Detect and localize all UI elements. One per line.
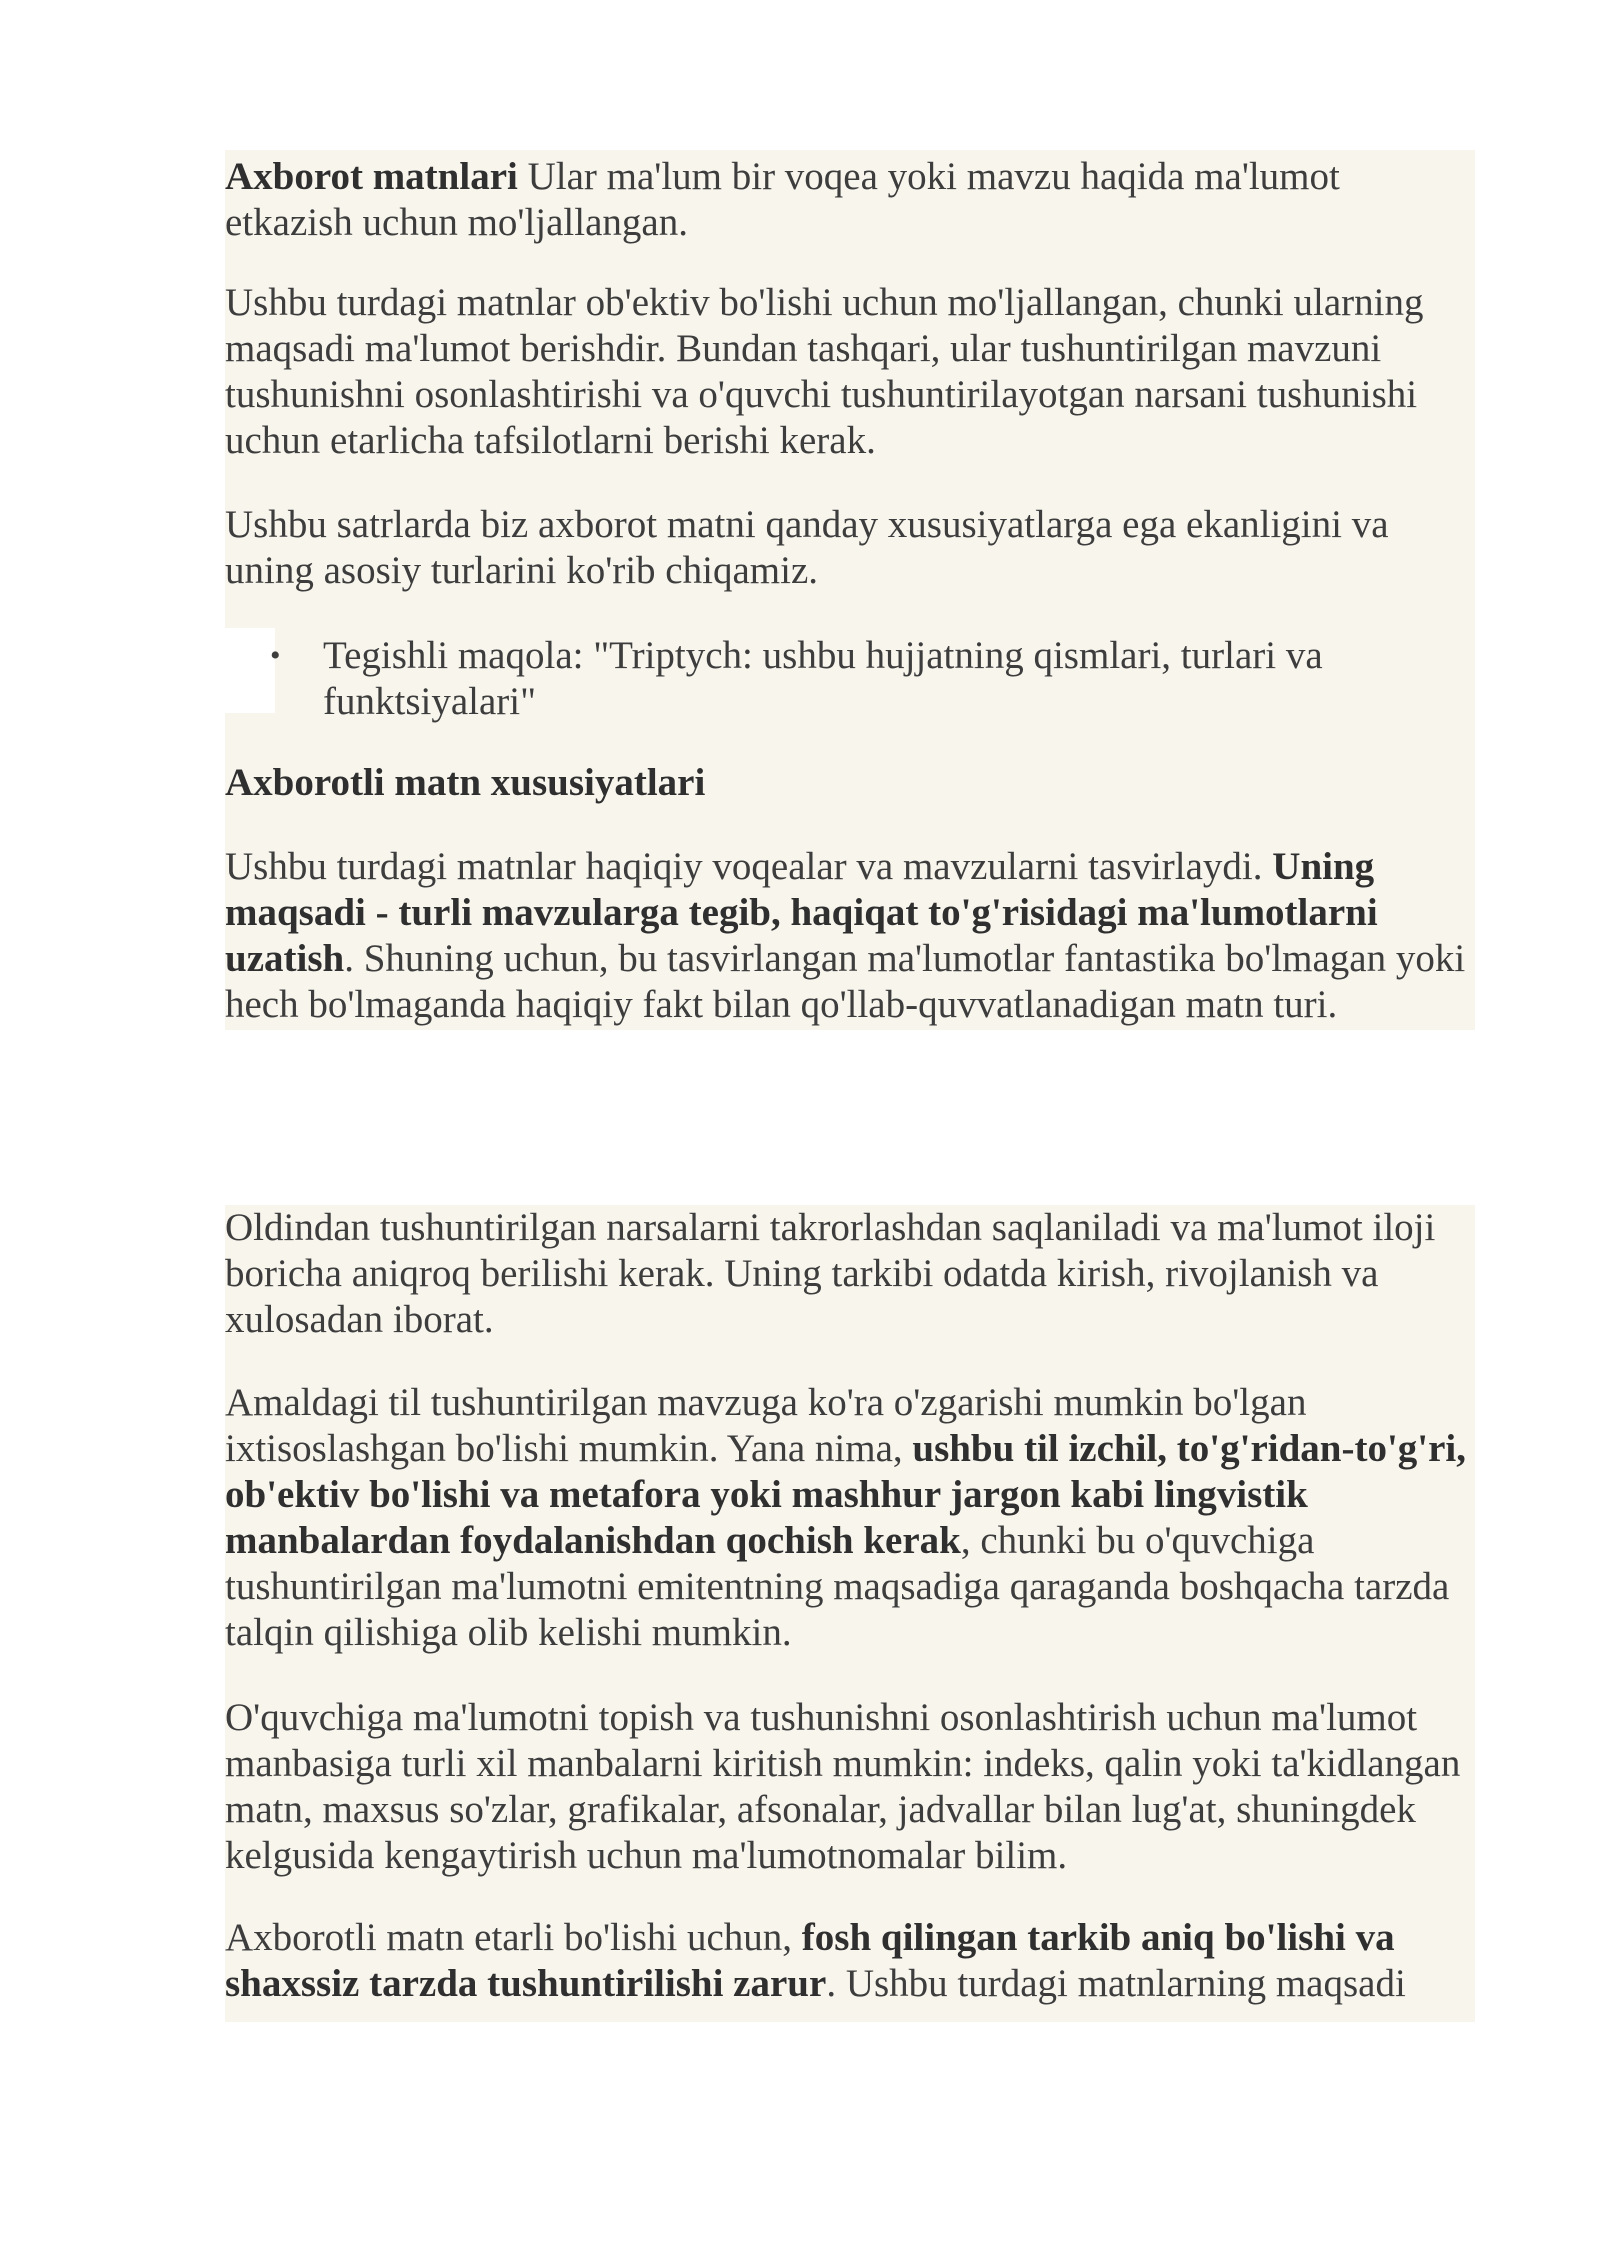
language-bold: ushbu til izchil, to'g'ridan-to'g'ri, ob'ektiv bo'lishi va metafora yoki mashhur jargon kabi lingvistik manbalardan foydalanishdan qochish kerak <box>225 1427 1467 1562</box>
paragraph-sources: O'quvchiga ma'lumotni topish va tushunishni osonlashtirish uchun ma'lumot manbasiga turli xil manbalarni kiritish mumkin: indeks, qalin yoki ta'kidlangan matn, maxsus so'zlar, grafikalar, afsonalar, jadvallar bilan lug'at, shuningdek kelgusida kengaytirish uchun ma'lumotnomalar bilim. <box>225 1696 1461 1877</box>
purpose-text-a: Ushbu turdagi matnlar haqiqiy voqealar va mavzularni tasvirlaydi. <box>225 845 1273 888</box>
bullet-icon: • <box>270 639 281 672</box>
paragraph-language <box>225 1380 1475 1656</box>
related-article-link[interactable]: Tegishli maqola: "Triptych: ushbu hujjatning qismlari, turlari va funktsiyalari" <box>323 634 1323 723</box>
paragraph-purpose <box>225 844 1475 1028</box>
paragraph-adequacy <box>225 1915 1475 2007</box>
bullet-gutter <box>225 628 275 713</box>
paragraph-structure: Oldindan tushuntirilgan narsalarni takrorlashdan saqlaniladi va ma'lumot iloji boricha aniqroq berilishi kerak. Uning tarkibi odatda kirish, rivojlanish va xulosadan iborat. <box>225 1206 1436 1341</box>
language-text-b: , chunki bu o'quvchiga tushuntirilgan ma'lumotni emitentning maqsadiga qaraganda boshqacha tarzda talqin qilishiga olib kelishi mumkin. <box>225 1519 1450 1654</box>
content-block-1 <box>225 150 1475 1030</box>
intro-text: Ular ma'lum bir voqea yoki mavzu haqida ma'lumot etkazish uchun mo'ljallangan. <box>225 155 1340 244</box>
purpose-text-b: . Shuning uchun, bu tasvirlangan ma'lumotlar fantastika bo'lmagan yoki hech bo'lmaganda haqiqiy fakt bilan qo'llab-quvvatlanadigan matn turi. <box>225 937 1466 1026</box>
section-heading: Axborotli matn xususiyatlari <box>225 761 706 804</box>
intro-bold-term: Axborot matnlari <box>225 155 518 198</box>
language-text-a: Amaldagi til tushuntirilgan mavzuga ko'ra o'zgarishi mumkin bo'lgan ixtisoslashgan bo'lishi mumkin. Yana nima, <box>225 1381 1307 1470</box>
paragraph-overview: Ushbu satrlarda biz axborot matni qanday xususiyatlarga ega ekanligini va uning asosiy turlarini ko'rib chiqamiz. <box>225 503 1389 592</box>
content-block-2 <box>225 1205 1475 2022</box>
paragraph-objective: Ushbu turdagi matnlar ob'ektiv bo'lishi uchun mo'ljallangan, chunki ularning maqsadi ma'lumot berishdir. Bundan tashqari, ular tushuntirilgan mavzuni tushunishni osonlashtirishi va o'quvchi tushuntirilayotgan narsani tushunishi uchun etarlicha tafsilotlarni berishi kerak. <box>225 281 1424 462</box>
purpose-bold: Uning maqsadi - turli mavzularga tegib, haqiqat to'g'risidagi ma'lumotlarni uzatish <box>225 845 1378 980</box>
adequacy-text-b: . Ushbu turdagi matnlarning maqsadi <box>826 1962 1406 2005</box>
adequacy-bold: fosh qilingan tarkib aniq bo'lishi va shaxssiz tarzda tushuntirilishi zarur <box>225 1916 1395 2005</box>
adequacy-text-a: Axborotli matn etarli bo'lishi uchun, <box>225 1916 802 1959</box>
intro-paragraph <box>225 154 1475 246</box>
